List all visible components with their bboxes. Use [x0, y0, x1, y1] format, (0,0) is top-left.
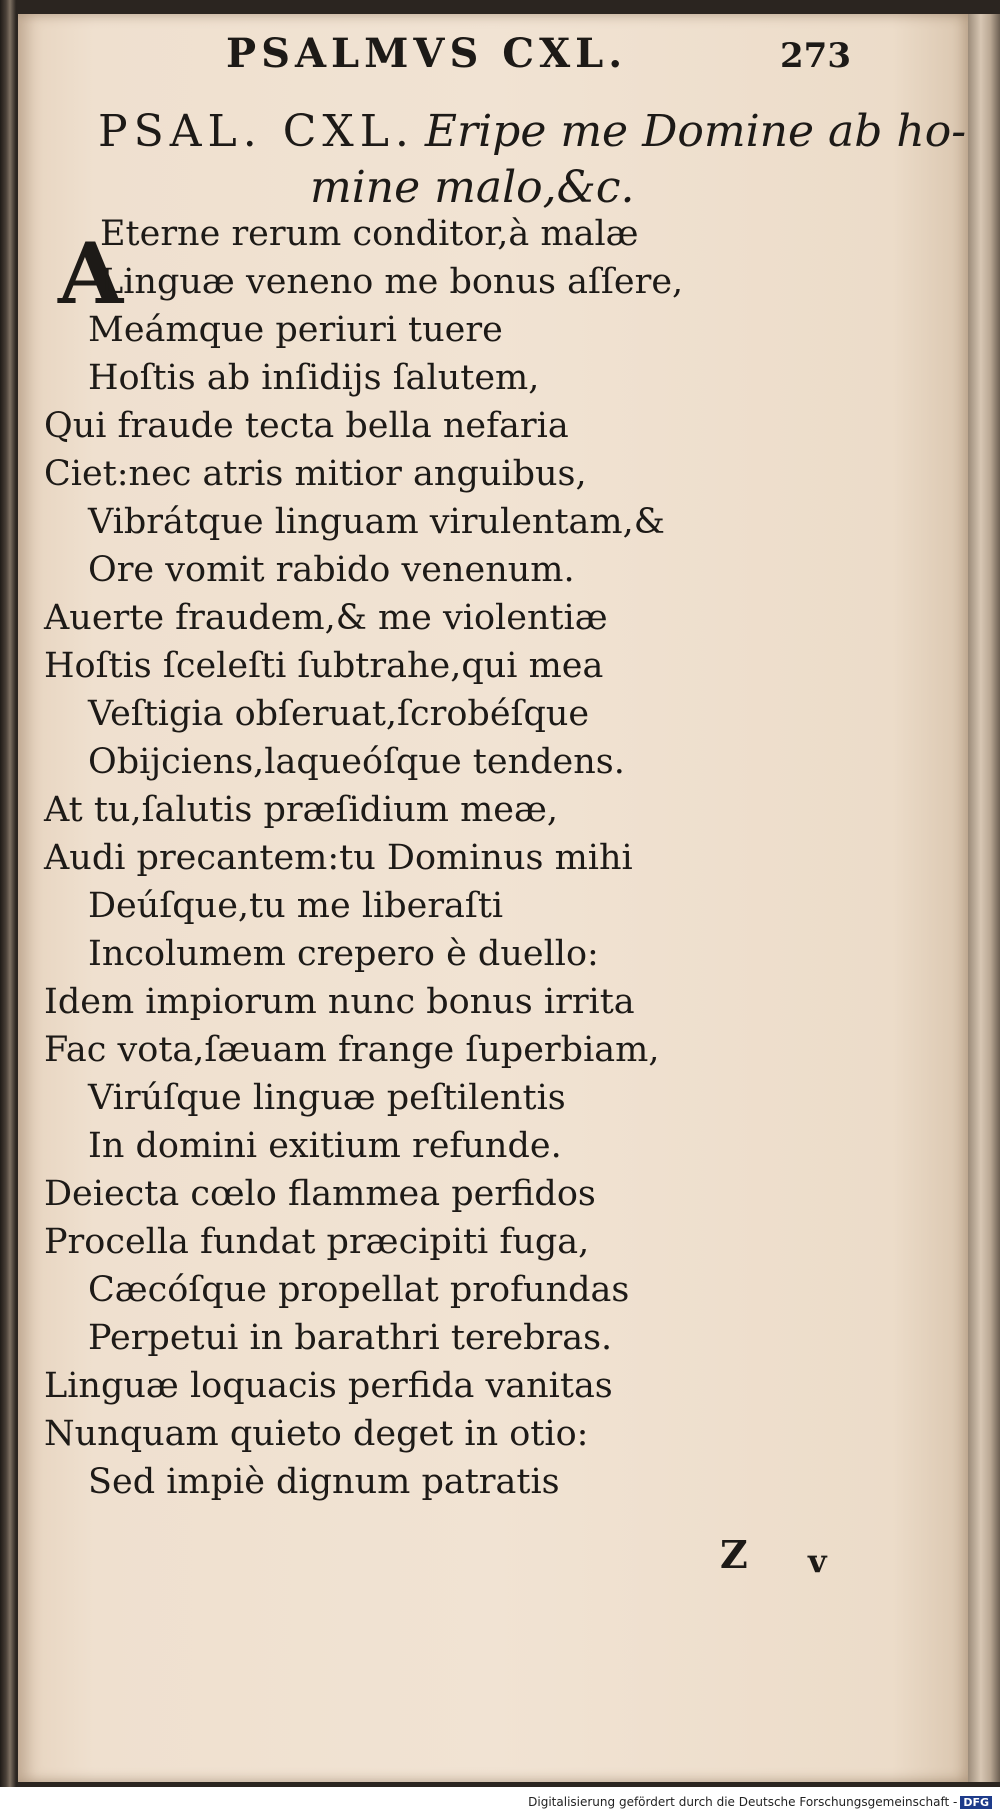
psalm-incipit-2: mine malo,&c. — [310, 162, 635, 213]
footer-strip — [0, 1787, 1000, 1813]
signature-mark-suffix: v — [808, 1542, 827, 1580]
verse-line: In domini exitium refunde. — [88, 1126, 562, 1166]
verse-line: Idem impiorum nunc bonus irrita — [44, 982, 635, 1022]
verse-line: Deúſque,tu me liberaſti — [88, 886, 504, 926]
verse-line: Linguæ loquacis perfida vanitas — [44, 1366, 613, 1406]
page-number: 273 — [780, 36, 851, 76]
verse-line: Sed impiè dignum patratis — [88, 1462, 560, 1502]
verse-line: Ore vomit rabido venenum. — [88, 550, 575, 590]
page-fore-edge — [968, 14, 1000, 1782]
verse-line: Incolumem crepero è duello: — [88, 934, 599, 974]
verse-line: Virúſque linguæ peſtilentis — [88, 1078, 566, 1118]
verse-line: Qui fraude tecta bella nefaria — [44, 406, 569, 446]
verse-line: Deiecta cœlo flammea perfidos — [44, 1174, 596, 1214]
verse-line: Hoſtis ab inſidijs ſalutem, — [88, 358, 540, 398]
initial-letter: A — [58, 224, 124, 323]
signature-mark: Z — [720, 1532, 748, 1577]
book-page — [18, 14, 968, 1782]
psalm-label: PSAL. CXL. — [98, 106, 415, 157]
running-head: PSALMVS CXL. — [226, 30, 628, 77]
verse-line: Ciet:nec atris mitior anguibus, — [44, 454, 587, 494]
psalm-incipit-1: Eripe me Domine ab ho- — [424, 106, 967, 157]
verse-line: Hoſtis ſceleſti ſubtrahe,qui mea — [44, 646, 604, 686]
verse-line: Obijciens,laqueóſque tendens. — [88, 742, 625, 782]
verse-line: Auerte fraudem,& me violentiæ — [44, 598, 608, 638]
verse-line: Nunquam quieto deget in otio: — [44, 1414, 589, 1454]
verse-line: Cæcóſque propellat profundas — [88, 1270, 630, 1310]
footer-credit — [528, 1795, 992, 1809]
verse-line: Veſtigia obſeruat,ſcrobéſque — [88, 694, 590, 734]
verse-line: At tu,ſalutis præſidium meæ, — [44, 790, 559, 830]
verse-line: Meámque periuri tuere — [88, 310, 503, 350]
verse-line: Vibrátque linguam virulentam,& — [88, 502, 665, 542]
verse-line: Eterne rerum conditor,à malæ — [100, 214, 639, 254]
dfg-logo: DFG — [960, 1796, 992, 1809]
verse-line: Audi precantem:tu Dominus mihi — [44, 838, 633, 878]
verse-line: Perpetui in barathri terebras. — [88, 1318, 613, 1358]
verse-line: Fac vota,ſæuam frange ſuperbiam, — [44, 1030, 660, 1070]
footer-credit-text: Digitalisierung gefördert durch die Deutsche Forschungsgemeinschaft - — [528, 1795, 958, 1809]
verse-line: Procella fundat præcipiti fuga, — [44, 1222, 590, 1262]
psalm-title — [98, 106, 966, 157]
verse-line: Linguæ veneno me bonus aſſere, — [100, 262, 684, 302]
